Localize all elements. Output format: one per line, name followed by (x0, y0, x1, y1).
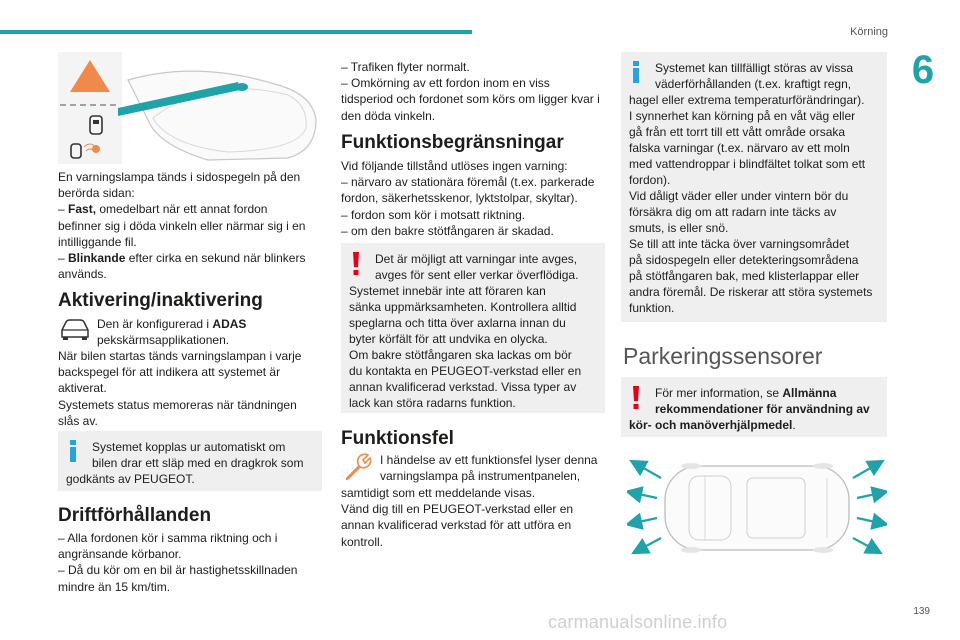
text-line: annan kvalificerad verkstad för att utföra en (341, 518, 572, 533)
text-line: – Trafiken flyter normalt. (341, 60, 470, 74)
text-line: slås av. (58, 413, 98, 428)
text-line: aktiverat. (58, 381, 107, 396)
text-line: med vattendroppar i blindfältet tolkat som ett (629, 157, 866, 171)
text-line: – närvaro av stationära föremål (t.ex. parkerade (341, 175, 595, 190)
note-parking (621, 377, 887, 437)
text-line: Om bakre stötfångaren ska lackas om bör (349, 348, 572, 362)
drift-text (58, 530, 322, 595)
text-line: andra föremål. De riskerar att störa systemets (629, 285, 873, 299)
text-line: lack kan störa radarns funktion. (349, 396, 516, 410)
fast-label: Fast, (68, 202, 97, 217)
fast-line: – Fast, omedelbart när ett annat fordon (58, 202, 268, 217)
text-line: gå från ett torrt till ett vått område orsaka (629, 125, 846, 139)
text-line: speglarna och titta över axlarna innan du (349, 316, 566, 330)
text-line: Den är konfigurerad i (97, 317, 213, 331)
parking-sensors-diagram (627, 448, 887, 558)
text-line: tidsperiod och fordonet som körs om ligger kvar i (341, 92, 600, 107)
text-line: bilen drar ett släp med en dragkrok som (92, 456, 304, 470)
heading-limits: Funktionsbegränsningar (341, 132, 564, 153)
intro-text (58, 169, 322, 282)
warning-exclamation-icon (351, 252, 361, 276)
heading-drift: Driftförhållanden (58, 505, 212, 526)
text-line: backspegel för att indikera att systemet är (58, 365, 281, 380)
note-warning (341, 243, 605, 413)
text-line: Vänd dig till en PEUGEOT-verkstad eller en (341, 502, 574, 517)
traffic-text (341, 59, 605, 124)
text-line: pekskärmsapplikationen. (97, 333, 230, 348)
text-line: väderförhållanden (t.ex. kraftigt regn, (655, 77, 852, 91)
text-line: omedelbart när ett annat fordon (96, 202, 268, 217)
text-line: annan kvalificerad verkstad. Vissa typer av (349, 380, 577, 394)
text-line: smuts, is eller snö. (629, 221, 729, 235)
heading-activation: Aktivering/inaktivering (58, 290, 263, 311)
bold-ref: Allmänna (782, 386, 837, 400)
text-line: falska varningar (t.ex. närvaro av ett moln (629, 141, 850, 155)
text-line: funktion. (629, 301, 675, 315)
heading-parking: Parkeringssensorer (623, 343, 823, 369)
text-line: byter körfält för att undvika en olycka. (349, 332, 548, 346)
blink-line: – Blinkande efter cirka en sekund när blinkers (58, 251, 306, 266)
text-line: När bilen startas tänds varningslampan i varje (58, 349, 302, 363)
text-line: på stötfångaren bak, med klisterlappar eller (629, 269, 860, 283)
config-text (97, 316, 322, 348)
park-line-3 (629, 417, 879, 433)
text-line: – Alla fordonen kör i samma riktning och i (58, 531, 278, 545)
fault-text (341, 485, 605, 550)
text-line: försäkra dig om att radarn inte täcks av (629, 205, 837, 219)
text-line: befinner sig i döda vinkeln eller närmar sig i en (58, 218, 306, 233)
text-line: Se till att inte täcka över varningsområdet (629, 237, 850, 251)
text-line: Det är möjligt att varningar inte avges, (375, 252, 578, 266)
text-line: – fordon som kör i motsatt riktning. (341, 207, 526, 222)
text-line: godkänts av PEUGEOT. (66, 472, 195, 486)
text-line: sänka uppmärksamheten. Kontrollera alltid (349, 300, 577, 314)
text-line: samtidigt som ett meddelande visas. (341, 486, 536, 500)
warning-exclamation-icon (631, 386, 641, 410)
text-line: Systemet kan tillfälligt störas av vissa (655, 61, 854, 75)
text-line: – om den bakre stötfångaren är skadad. (341, 223, 554, 238)
wrench-icon (341, 452, 375, 484)
bold-ref: rekommendationer för användning av (655, 402, 870, 416)
start-text (58, 348, 322, 429)
text-line: berörda sidan: (58, 186, 135, 201)
text-line: fordon, säkerhetsskenor, lyktstolpar, skyltar). (341, 191, 578, 206)
car-settings-icon (58, 316, 92, 342)
park-line-1 (629, 385, 879, 401)
mirror-warning-illustration (58, 50, 322, 164)
adas-label: ADAS (212, 317, 247, 331)
text-line: Vid dåligt väder eller under vintern bör du (629, 189, 849, 203)
chapter-number: 6 (911, 48, 935, 92)
text-line: Systemet kopplas ur automatiskt om (92, 440, 286, 454)
text-line: den döda vinkeln. (341, 108, 436, 123)
text-line: – Då du kör om en bil är hastighetsskillnaden (58, 563, 298, 578)
blink-label: Blinkande (68, 251, 126, 266)
text-line: intilliggande fil. (58, 234, 137, 249)
note-auto-disconnect (58, 431, 322, 491)
config-line (97, 316, 322, 332)
info-icon (631, 61, 641, 83)
text-line: avges för sent eller verkar överflödiga. (375, 268, 579, 282)
section-title: Körning (850, 26, 888, 38)
text-line: Systemets status memoreras när tändningen (58, 397, 297, 412)
text-line: fordon). (629, 173, 671, 187)
text-line: I händelse av ett funktionsfel lyser denna (380, 453, 598, 467)
text-line: används. (58, 267, 107, 282)
text-line: angränsande körbanor. (58, 547, 182, 562)
text-line: du kontakta en PEUGEOT-verkstad eller en (349, 364, 582, 378)
text-line: hagel eller extrema temperaturförändringar). (629, 93, 865, 107)
text-line: på sidospegeln eller detekteringsområdena (629, 253, 859, 267)
info-icon (68, 440, 78, 462)
fault-text-indented (380, 452, 605, 484)
text-line: För mer information, se (655, 386, 783, 400)
text-line: – Omkörning av ett fordon inom en viss (341, 76, 550, 91)
text-line: En varningslampa tänds i sidospegeln på den (58, 170, 301, 184)
text-line: Systemet innebär inte att föraren kan (349, 284, 546, 298)
text-line: . (792, 418, 796, 432)
note-weather (621, 52, 887, 322)
text-line: kontroll. (341, 534, 384, 549)
watermark: carmanualsonline.info (548, 612, 728, 632)
text-line: Vid följande tillstånd utlöses ingen varning: (341, 159, 568, 173)
text-line: I synnerhet kan körning på en våt väg eller (629, 109, 856, 123)
text-line: mindre än 15 km/tim. (58, 579, 171, 594)
bold-ref: kör- och manöverhjälpmedel (629, 418, 793, 432)
park-line-2 (629, 401, 879, 417)
text-line: efter cirka en sekund när blinkers (125, 251, 306, 266)
text-line: varningslampa på instrumentpanelen, (380, 469, 581, 484)
header-accent-bar (0, 30, 472, 34)
limits-text (341, 158, 605, 239)
page-number: 139 (913, 606, 930, 617)
heading-fault: Funktionsfel (341, 428, 454, 449)
